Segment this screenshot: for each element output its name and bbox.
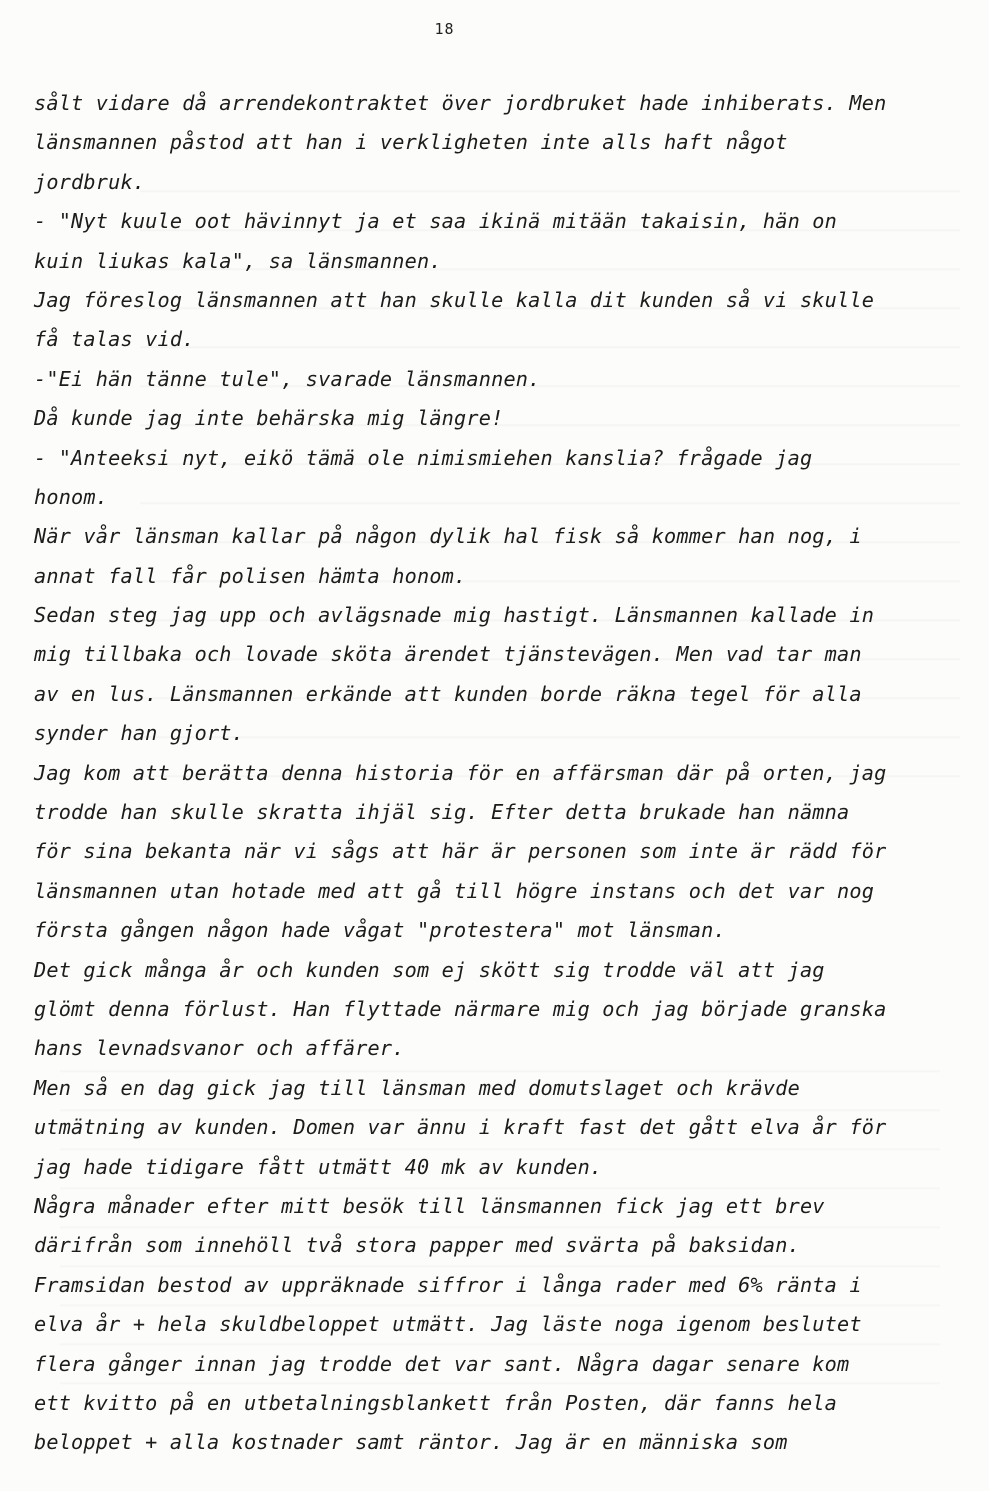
text-line: mig tillbaka och lovade sköta ärendet tjänstevägen. Men vad tar man (34, 642, 862, 667)
text-line: annat fall får polisen hämta honom. (34, 563, 467, 588)
text-line: hans levnadsvanor och affärer. (34, 1036, 405, 1061)
text-line: Jag kom att berätta denna historia för en affärsman där på orten, jag (34, 760, 887, 785)
text-line: av en lus. Länsmannen erkände att kunden borde räkna tegel för alla (34, 681, 862, 706)
text-line: elva år + hela skuldbeloppet utmätt. Jag läste noga igenom beslutet (34, 1312, 862, 1337)
page-number: 18 (434, 20, 455, 38)
text-line: utmätning av kunden. Domen var ännu i kraft fast det gått elva år för (34, 1115, 887, 1140)
text-line: få talas vid. (34, 327, 195, 352)
text-line: Men så en dag gick jag till länsman med domutslaget och krävde (34, 1075, 800, 1100)
text-line: trodde han skulle skratta ihjäl sig. Efter detta brukade han nämna (34, 800, 850, 825)
text-line: beloppet + alla kostnader samt räntor. Jag är en människa som (34, 1430, 788, 1455)
text-line: länsmannen utan hotade med att gå till högre instans och det var nog (34, 878, 875, 903)
text-line: glömt denna förlust. Han flyttade närmare mig och jag började granska (34, 996, 887, 1021)
text-line: honom. (34, 484, 109, 509)
text-line: sålt vidare då arrendekontraktet över jordbruket hade inhiberats. Men (34, 91, 887, 115)
text-line: - "Anteeksi nyt, eikö tämä ole nimismiehen kanslia? frågade jag (34, 445, 813, 470)
text-line: därifrån som innehöll två stora papper med svärta på baksidan. (34, 1233, 800, 1258)
text-line: - "Nyt kuule oot hävinnyt ja et saa ikinä mitään takaisin, hän on (34, 209, 838, 234)
text-line: Några månader efter mitt besök till länsmannen fick jag ett brev (34, 1193, 825, 1218)
text-line: synder han gjort. (34, 721, 245, 746)
text-line: ett kvitto på en utbetalningsblankett från Posten, där fanns hela (34, 1390, 838, 1415)
text-line: jordbruk. (34, 169, 146, 194)
text-line: första gången någon hade vågat "protestera" mot länsman. (34, 918, 726, 943)
text-line: Jag föreslog länsmannen att han skulle kalla dit kunden så vi skulle (34, 287, 875, 312)
text-line: jag hade tidigare fått utmätt 40 mk av kunden. (34, 1154, 603, 1179)
text-line: länsmannen påstod att han i verkligheten inte alls haft något (34, 130, 788, 155)
text-line: för sina bekanta när vi sågs att här är personen som inte är rädd för (34, 839, 887, 864)
text-line: Det gick många år och kunden som ej skött sig trodde väl att jag (34, 957, 825, 982)
text-line: kuin liukas kala", sa länsmannen. (34, 248, 442, 273)
text-line: Framsidan bestod av uppräknade siffror i långa rader med 6% ränta i (34, 1272, 862, 1297)
text-line: flera gånger innan jag trodde det var sant. Några dagar senare kom (34, 1351, 850, 1376)
text-line: Då kunde jag inte behärska mig längre! (34, 406, 504, 431)
body-text (34, 84, 964, 1463)
text-line: Sedan steg jag upp och avlägsnade mig hastigt. Länsmannen kallade in (34, 603, 875, 628)
text-line: När vår länsman kallar på någon dylik hal fisk så kommer han nog, i (34, 524, 862, 549)
text-line: -"Ei hän tänne tule", svarade länsmannen. (34, 366, 541, 391)
